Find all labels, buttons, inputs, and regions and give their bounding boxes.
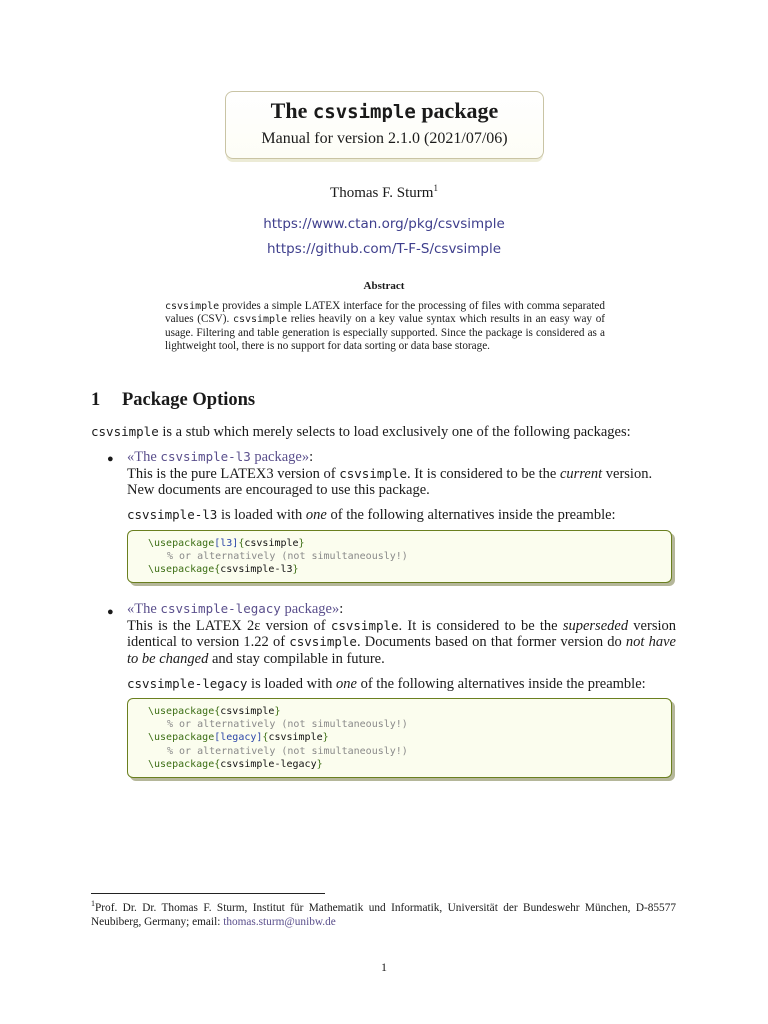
footnote-number: 1 (91, 899, 95, 908)
document-title (226, 98, 543, 124)
code-line: \usepackage{csvsimple-legacy} (148, 758, 323, 770)
code-line: \usepackage[legacy]{csvsimple} (148, 732, 329, 744)
code-block-legacy (127, 698, 672, 778)
document-subtitle: Manual for version 2.1.0 (2021/07/06) (261, 130, 508, 147)
footnote-text: Prof. Dr. Dr. Thomas F. Sturm, Institut für Mathematik und Informatik, Universität der Bundeswehr München, D-85577 Neubiberg, Germany; email: (91, 901, 676, 928)
bullet-icon: ● (107, 606, 114, 618)
author (0, 183, 768, 202)
code-line: \usepackage[l3]{csvsimple} (148, 538, 305, 549)
section-title: Package Options (122, 390, 256, 410)
code-comment-line: % or alternatively (not simultaneously!) (167, 745, 408, 757)
email-link[interactable]: thomas.sturm@unibw.de (223, 915, 336, 928)
github-link[interactable]: https://github.com/T-F-S/csvsimple (267, 241, 501, 257)
section-heading (91, 390, 255, 411)
code-comment-line: % or alternatively (not simultaneously!) (167, 551, 408, 563)
ctan-link[interactable]: https://www.ctan.org/pkg/csvsimple (263, 216, 505, 232)
list-item-legacy (127, 601, 676, 667)
list-item-l3 (127, 449, 676, 499)
csvsimple-legacy-link[interactable]: «The csvsimple-legacy package» (127, 601, 340, 617)
abstract-heading: Abstract (363, 280, 405, 292)
footnote-rule (91, 893, 325, 894)
abstract-sentence-1: provides a simple LATEX interface for the processing of files with comma separated values (CSV). (165, 300, 605, 326)
abstract-package-name: csvsimple (165, 301, 220, 312)
abstract-sentence-2: relies heavily on a key value syntax which results in an easy way of usage. Filtering and table generation is especially supported. Since the package is considered as a lightweight tool, there is no support for data sorting or data base storage. (165, 313, 606, 353)
title-box (225, 91, 544, 159)
author-name: Thomas F. Sturm (330, 185, 434, 201)
intro-text: is a stub which merely selects to load exclusively one of the following packages: (158, 424, 631, 440)
code-line: \usepackage{csvsimple} (148, 706, 281, 717)
abstract-package-name-2: csvsimple (232, 314, 288, 326)
title-suffix: package (421, 98, 499, 123)
title-prefix: The (270, 98, 308, 123)
legacy-load-text: csvsimple-legacy is loaded with one of the following alternatives inside the preamble: (127, 676, 646, 692)
l3-load-text: csvsimple-l3 is loaded with one of the following alternatives inside the preamble: (127, 507, 616, 523)
footnote-mark[interactable]: 1 (433, 183, 438, 193)
code-comment-line: % or alternatively (not simultaneously!) (167, 719, 408, 731)
bullet-icon: ● (107, 453, 114, 465)
intro-package-name: csvsimple (91, 424, 159, 439)
code-line: \usepackage{csvsimple-l3} (148, 564, 299, 576)
code-block-l3 (127, 530, 672, 583)
abstract-text (165, 300, 605, 354)
item-heading: «The csvsimple-l3 package»: (127, 449, 314, 465)
csvsimple-l3-link[interactable]: «The csvsimple-l3 package» (127, 449, 310, 465)
section-number: 1 (91, 390, 101, 410)
title-package-name: csvsimple (312, 101, 416, 123)
footnote (91, 897, 676, 929)
item-description: This is the LATEX 2ε version of csvsimple. It is considered to be the superseded version identical to version 1.22 of csvsimple. Documents based on that former version do not have to be changed and stay compilable in future. (127, 617, 676, 667)
item-description: This is the pure LATEX3 version of csvsimple. It is considered to be the current version. New documents are encouraged to use this package. (127, 465, 653, 499)
item-heading: «The csvsimple-legacy package»: (127, 601, 344, 617)
page-number: 1 (381, 960, 387, 974)
intro-paragraph (91, 424, 676, 441)
